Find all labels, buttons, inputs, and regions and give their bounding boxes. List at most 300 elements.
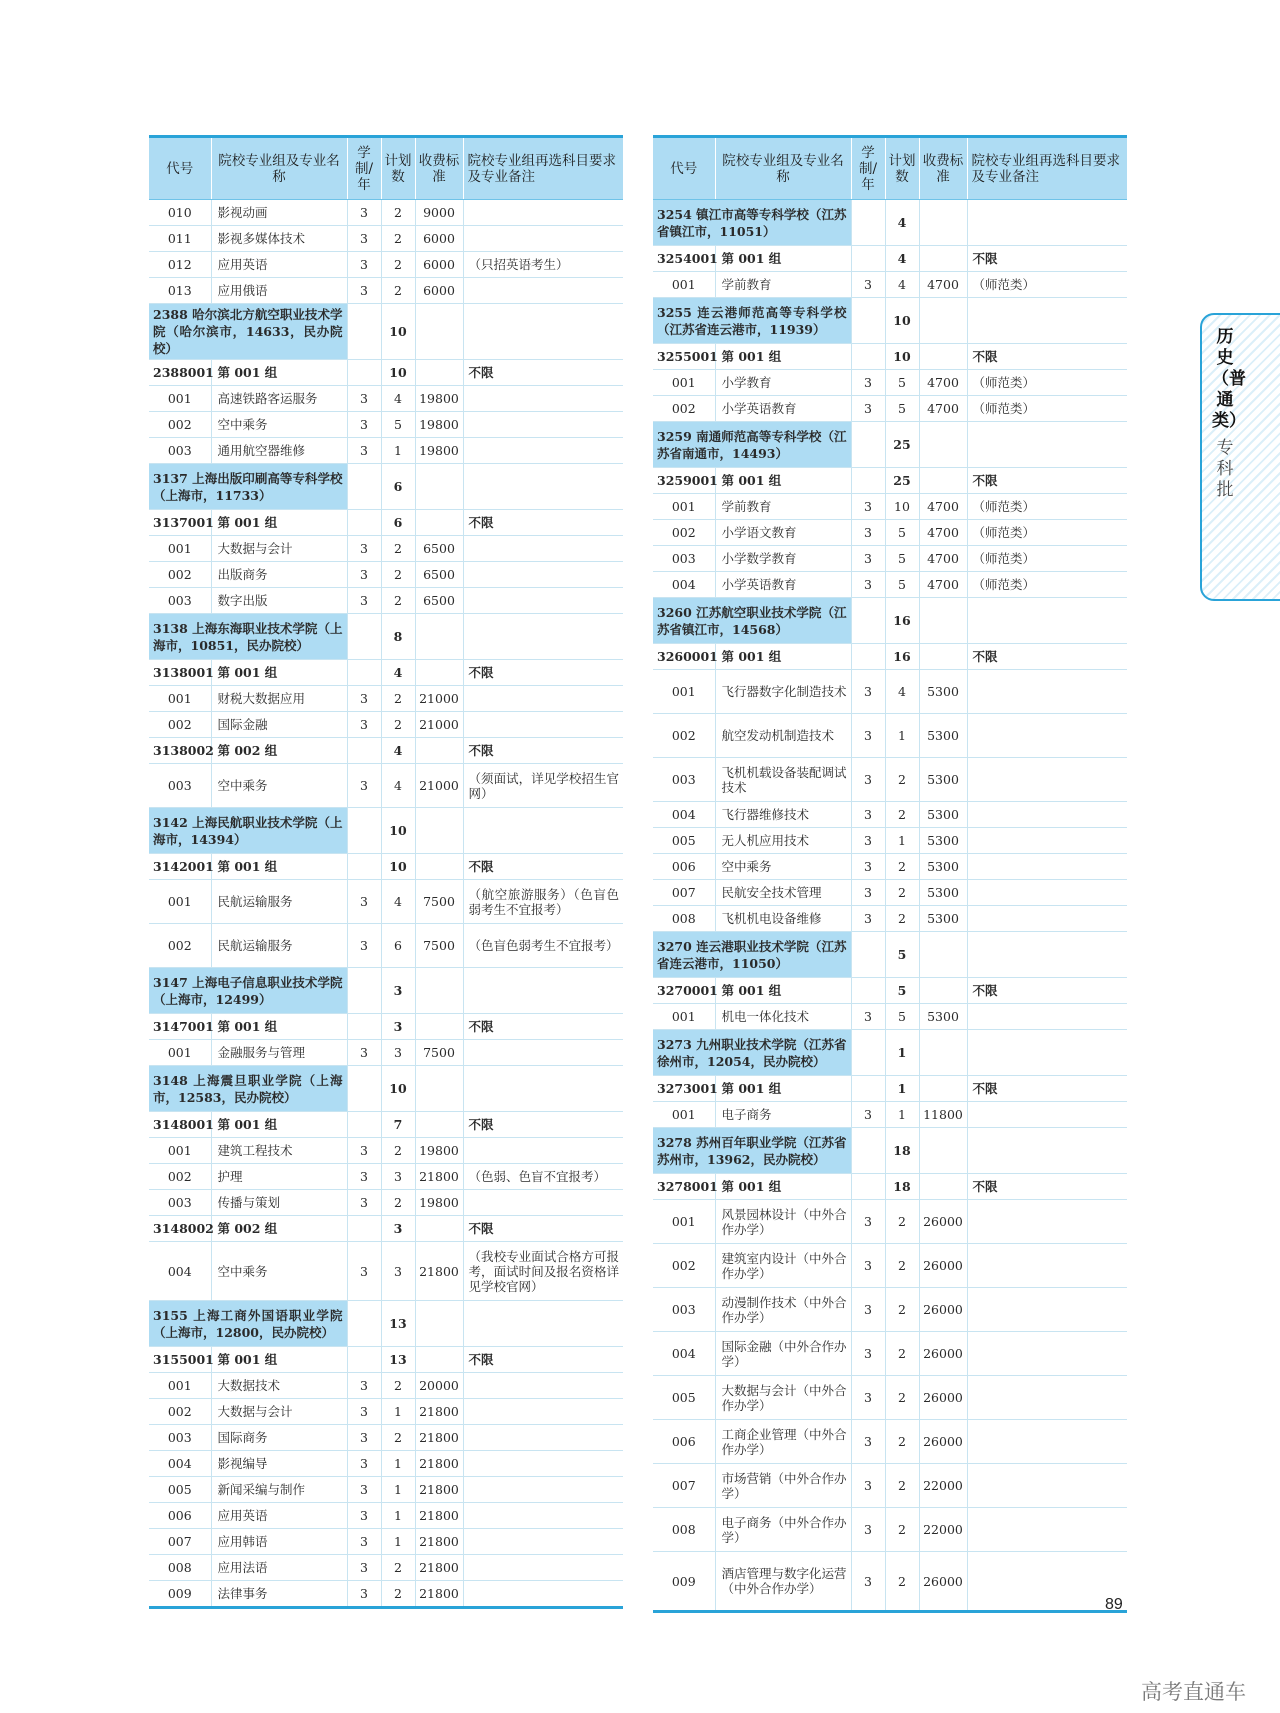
major-code: 007 [653, 1464, 715, 1508]
major-name: 影视动画 [211, 200, 347, 226]
major-code: 007 [149, 1529, 211, 1555]
school-name: 3270 连云港职业技术学院（江苏省连云港市，11050） [653, 932, 851, 978]
group-plan: 25 [885, 468, 919, 494]
major-plan: 3 [381, 1242, 415, 1301]
major-row [149, 1164, 623, 1190]
group-requirement: 不限 [967, 246, 1127, 272]
major-years: 3 [347, 1399, 381, 1425]
empty-cell [967, 932, 1127, 978]
school-plan: 1 [885, 1030, 919, 1076]
major-row [149, 1503, 623, 1529]
major-row [149, 1425, 623, 1451]
major-plan: 2 [381, 536, 415, 562]
school-row [653, 422, 1127, 468]
major-code: 001 [149, 686, 211, 712]
major-plan: 2 [885, 802, 919, 828]
major-code: 004 [653, 1332, 715, 1376]
major-fee: 5300 [919, 828, 967, 854]
major-fee: 7500 [415, 880, 463, 924]
major-note [967, 802, 1127, 828]
major-plan: 5 [381, 412, 415, 438]
major-note [967, 906, 1127, 932]
group-code: 3142001 [149, 854, 211, 880]
major-row [653, 1200, 1127, 1244]
major-row [149, 880, 623, 924]
major-plan: 2 [381, 686, 415, 712]
empty-cell [967, 598, 1127, 644]
major-code: 001 [653, 1102, 715, 1128]
major-row [653, 828, 1127, 854]
group-code: 3138001 [149, 660, 211, 686]
major-row [149, 924, 623, 968]
major-plan: 1 [885, 828, 919, 854]
major-code: 003 [149, 588, 211, 614]
major-years: 3 [851, 572, 885, 598]
group-row [149, 738, 623, 764]
major-name: 应用俄语 [211, 278, 347, 304]
school-plan: 16 [885, 598, 919, 644]
empty-cell [919, 298, 967, 344]
empty-cell [967, 298, 1127, 344]
major-name: 工商企业管理（中外合作办学） [715, 1420, 851, 1464]
major-plan: 1 [381, 1529, 415, 1555]
major-plan: 4 [885, 670, 919, 714]
major-plan: 5 [885, 572, 919, 598]
major-fee: 26000 [919, 1288, 967, 1332]
major-note [463, 386, 623, 412]
school-row [149, 808, 623, 854]
major-note [967, 1376, 1127, 1420]
major-years: 3 [851, 1200, 885, 1244]
group-plan: 4 [381, 738, 415, 764]
major-plan: 1 [381, 1399, 415, 1425]
major-fee: 4700 [919, 494, 967, 520]
empty-cell [919, 246, 967, 272]
major-code: 002 [149, 562, 211, 588]
header-notes: 院校专业组再选科目要求及专业备注 [463, 137, 623, 200]
major-name: 无人机应用技术 [715, 828, 851, 854]
major-plan: 3 [381, 1040, 415, 1066]
empty-cell [967, 200, 1127, 246]
major-name: 高速铁路客运服务 [211, 386, 347, 412]
group-requirement: 不限 [463, 1347, 623, 1373]
major-years: 3 [851, 494, 885, 520]
group-name: 第 001 组 [211, 510, 347, 536]
empty-cell [919, 598, 967, 644]
school-plan: 5 [885, 932, 919, 978]
major-row [653, 520, 1127, 546]
empty-cell [851, 422, 885, 468]
major-code: 007 [653, 880, 715, 906]
major-code: 005 [149, 1477, 211, 1503]
major-plan: 5 [885, 546, 919, 572]
major-code: 004 [149, 1451, 211, 1477]
school-plan: 4 [885, 200, 919, 246]
major-note [463, 1555, 623, 1581]
major-fee: 6500 [415, 562, 463, 588]
major-fee: 5300 [919, 1004, 967, 1030]
major-plan: 2 [885, 1244, 919, 1288]
major-fee: 21800 [415, 1555, 463, 1581]
empty-cell [347, 360, 381, 386]
major-row [653, 546, 1127, 572]
school-plan: 10 [381, 304, 415, 360]
empty-cell [463, 304, 623, 360]
major-row [149, 438, 623, 464]
major-fee: 21800 [415, 1242, 463, 1301]
major-years: 3 [347, 1503, 381, 1529]
major-fee: 4700 [919, 520, 967, 546]
major-note [463, 412, 623, 438]
empty-cell [919, 200, 967, 246]
major-years: 3 [347, 1451, 381, 1477]
major-row [653, 1464, 1127, 1508]
group-row [149, 1014, 623, 1040]
major-code: 013 [149, 278, 211, 304]
major-code: 001 [149, 1138, 211, 1164]
school-name: 3155 上海工商外国语职业学院（上海市，12800，民办院校） [149, 1301, 347, 1347]
empty-cell [347, 510, 381, 536]
major-note [463, 1581, 623, 1608]
major-note [967, 828, 1127, 854]
major-row [149, 588, 623, 614]
major-fee: 6000 [415, 278, 463, 304]
school-plan: 6 [381, 464, 415, 510]
empty-cell [851, 644, 885, 670]
major-code: 001 [653, 1004, 715, 1030]
major-code: 002 [653, 1244, 715, 1288]
major-fee: 5300 [919, 670, 967, 714]
major-row [149, 278, 623, 304]
group-code: 3137001 [149, 510, 211, 536]
major-plan: 4 [381, 386, 415, 412]
group-name: 第 001 组 [211, 1014, 347, 1040]
major-row [149, 226, 623, 252]
major-row [653, 396, 1127, 422]
major-years: 3 [347, 1425, 381, 1451]
table-header [149, 137, 623, 200]
major-fee: 4700 [919, 572, 967, 598]
group-name: 第 001 组 [715, 1076, 851, 1102]
major-plan: 2 [885, 1332, 919, 1376]
empty-cell [919, 1030, 967, 1076]
major-note [463, 1373, 623, 1399]
group-plan: 6 [381, 510, 415, 536]
major-name: 小学语文教育 [715, 520, 851, 546]
major-years: 3 [347, 588, 381, 614]
major-fee: 26000 [919, 1200, 967, 1244]
header-plan: 计划数 [381, 137, 415, 200]
group-code: 2388001 [149, 360, 211, 386]
major-fee: 21800 [415, 1503, 463, 1529]
school-row [653, 932, 1127, 978]
major-code: 001 [149, 536, 211, 562]
group-name: 第 002 组 [211, 1216, 347, 1242]
group-name: 第 001 组 [715, 344, 851, 370]
group-row [149, 510, 623, 536]
major-note [463, 1451, 623, 1477]
empty-cell [919, 422, 967, 468]
major-row [653, 906, 1127, 932]
major-name: 风景园林设计（中外合作办学） [715, 1200, 851, 1244]
major-name: 学前教育 [715, 272, 851, 298]
major-plan: 1 [885, 1102, 919, 1128]
major-plan: 2 [885, 758, 919, 802]
major-years: 3 [851, 906, 885, 932]
school-plan: 10 [885, 298, 919, 344]
major-code: 001 [653, 494, 715, 520]
school-name: 3259 南通师范高等专科学校（江苏省南通市，14493） [653, 422, 851, 468]
major-row [653, 714, 1127, 758]
major-years: 3 [347, 1138, 381, 1164]
major-code: 006 [149, 1503, 211, 1529]
major-note [463, 1138, 623, 1164]
major-plan: 2 [381, 200, 415, 226]
major-code: 002 [149, 1164, 211, 1190]
major-note [463, 562, 623, 588]
major-code: 002 [149, 924, 211, 968]
major-note: （师范类） [967, 370, 1127, 396]
major-note [463, 1425, 623, 1451]
major-row [653, 1004, 1127, 1030]
major-name: 学前教育 [715, 494, 851, 520]
major-code: 002 [653, 520, 715, 546]
group-name: 第 002 组 [211, 738, 347, 764]
major-plan: 2 [381, 1373, 415, 1399]
group-plan: 10 [381, 854, 415, 880]
major-years: 3 [851, 854, 885, 880]
empty-cell [463, 1301, 623, 1347]
group-name: 第 001 组 [211, 1112, 347, 1138]
header-years: 学制/年 [347, 137, 381, 200]
major-fee: 19800 [415, 438, 463, 464]
empty-cell [919, 644, 967, 670]
group-name: 第 001 组 [211, 854, 347, 880]
major-note: （师范类） [967, 272, 1127, 298]
empty-cell [347, 854, 381, 880]
group-plan: 5 [885, 978, 919, 1004]
empty-cell [967, 1128, 1127, 1174]
major-row [149, 1138, 623, 1164]
major-name: 小学英语教育 [715, 396, 851, 422]
empty-cell [415, 854, 463, 880]
group-code: 3254001 [653, 246, 715, 272]
major-note [967, 1508, 1127, 1552]
empty-cell [919, 1128, 967, 1174]
major-name: 飞行器数字化制造技术 [715, 670, 851, 714]
major-name: 新闻采编与制作 [211, 1477, 347, 1503]
major-row [149, 1242, 623, 1301]
group-requirement: 不限 [463, 660, 623, 686]
major-fee: 19800 [415, 386, 463, 412]
group-code: 3255001 [653, 344, 715, 370]
major-plan: 2 [885, 1552, 919, 1612]
group-row [653, 246, 1127, 272]
empty-cell [415, 1066, 463, 1112]
major-plan: 2 [885, 854, 919, 880]
major-code: 002 [149, 412, 211, 438]
major-note [463, 1503, 623, 1529]
major-row [149, 412, 623, 438]
school-name: 3255 连云港师范高等专科学校（江苏省连云港市，11939） [653, 298, 851, 344]
school-row [653, 1128, 1127, 1174]
empty-cell [851, 978, 885, 1004]
empty-cell [347, 1347, 381, 1373]
group-row [149, 660, 623, 686]
school-row [653, 598, 1127, 644]
major-note [463, 686, 623, 712]
empty-cell [463, 968, 623, 1014]
major-years: 3 [347, 686, 381, 712]
major-plan: 3 [381, 1164, 415, 1190]
group-row [653, 1076, 1127, 1102]
major-row [149, 712, 623, 738]
major-name: 数字出版 [211, 588, 347, 614]
major-note: （色盲色弱考生不宜报考） [463, 924, 623, 968]
table-body [149, 200, 623, 1608]
major-years: 3 [851, 1288, 885, 1332]
major-years: 3 [347, 1555, 381, 1581]
school-name: 3278 苏州百年职业学院（江苏省苏州市，13962，民办院校） [653, 1128, 851, 1174]
major-name: 小学英语教育 [715, 572, 851, 598]
major-name: 通用航空器维修 [211, 438, 347, 464]
major-years: 3 [851, 670, 885, 714]
group-requirement: 不限 [463, 854, 623, 880]
major-years: 3 [851, 546, 885, 572]
major-fee: 5300 [919, 906, 967, 932]
major-note: （师范类） [967, 546, 1127, 572]
major-years: 3 [851, 1376, 885, 1420]
major-fee: 9000 [415, 200, 463, 226]
major-fee: 7500 [415, 1040, 463, 1066]
empty-cell [967, 422, 1127, 468]
empty-cell [415, 464, 463, 510]
empty-cell [415, 360, 463, 386]
group-name: 第 001 组 [211, 1347, 347, 1373]
major-years: 3 [347, 1040, 381, 1066]
major-row [653, 494, 1127, 520]
group-plan: 3 [381, 1014, 415, 1040]
major-fee: 22000 [919, 1464, 967, 1508]
major-note [463, 1477, 623, 1503]
major-code: 004 [653, 572, 715, 598]
major-note [463, 438, 623, 464]
major-plan: 2 [885, 1420, 919, 1464]
major-fee: 26000 [919, 1552, 967, 1612]
major-note [967, 1244, 1127, 1288]
major-code: 003 [149, 764, 211, 808]
major-years: 3 [347, 1242, 381, 1301]
major-name: 民航运输服务 [211, 924, 347, 968]
major-fee: 26000 [919, 1376, 967, 1420]
major-name: 应用英语 [211, 252, 347, 278]
major-fee: 11800 [919, 1102, 967, 1128]
major-fee: 4700 [919, 546, 967, 572]
school-name: 2388 哈尔滨北方航空职业技术学院（哈尔滨市，14633，民办院校） [149, 304, 347, 360]
empty-cell [347, 738, 381, 764]
empty-cell [415, 1112, 463, 1138]
major-code: 001 [653, 1200, 715, 1244]
empty-cell [919, 344, 967, 370]
enrollment-table-left [149, 135, 623, 1609]
major-row [149, 1529, 623, 1555]
group-plan: 3 [381, 1216, 415, 1242]
major-code: 008 [653, 906, 715, 932]
empty-cell [415, 1347, 463, 1373]
major-note [463, 1190, 623, 1216]
major-row [653, 572, 1127, 598]
empty-cell [851, 246, 885, 272]
major-name: 应用法语 [211, 1555, 347, 1581]
major-row [149, 1477, 623, 1503]
major-fee: 6000 [415, 226, 463, 252]
group-code: 3148001 [149, 1112, 211, 1138]
major-code: 008 [149, 1555, 211, 1581]
group-row [653, 344, 1127, 370]
empty-cell [851, 932, 885, 978]
table-header [653, 137, 1127, 200]
major-code: 001 [149, 1373, 211, 1399]
major-years: 3 [347, 1190, 381, 1216]
school-row [149, 1301, 623, 1347]
major-row [653, 272, 1127, 298]
group-plan: 16 [885, 644, 919, 670]
group-requirement: 不限 [463, 1216, 623, 1242]
major-years: 3 [347, 712, 381, 738]
school-name: 3260 江苏航空职业技术学院（江苏省镇江市，14568） [653, 598, 851, 644]
major-row [149, 562, 623, 588]
major-note: （师范类） [967, 572, 1127, 598]
major-code: 009 [653, 1552, 715, 1612]
major-plan: 2 [381, 712, 415, 738]
school-name: 3142 上海民航职业技术学院（上海市，14394） [149, 808, 347, 854]
group-name: 第 001 组 [211, 660, 347, 686]
major-fee: 5300 [919, 802, 967, 828]
major-name: 酒店管理与数字化运营（中外合作办学） [715, 1552, 851, 1612]
group-code: 3259001 [653, 468, 715, 494]
empty-cell [415, 1216, 463, 1242]
major-note [463, 588, 623, 614]
major-years: 3 [851, 1102, 885, 1128]
major-plan: 2 [381, 562, 415, 588]
empty-cell [919, 1174, 967, 1200]
empty-cell [347, 1014, 381, 1040]
major-plan: 2 [885, 1376, 919, 1420]
school-row [653, 1030, 1127, 1076]
empty-cell [851, 200, 885, 246]
major-row [149, 386, 623, 412]
major-fee: 21000 [415, 686, 463, 712]
major-code: 002 [653, 396, 715, 422]
major-row [653, 1376, 1127, 1420]
school-plan: 18 [885, 1128, 919, 1174]
major-row [149, 1040, 623, 1066]
empty-cell [347, 1301, 381, 1347]
school-row [149, 464, 623, 510]
empty-cell [415, 808, 463, 854]
major-note [967, 1332, 1127, 1376]
empty-cell [415, 614, 463, 660]
major-code: 011 [149, 226, 211, 252]
empty-cell [415, 1301, 463, 1347]
major-name: 飞行器维修技术 [715, 802, 851, 828]
header-code: 代号 [149, 137, 211, 200]
major-years: 3 [347, 1164, 381, 1190]
major-name: 小学数学教育 [715, 546, 851, 572]
major-row [149, 252, 623, 278]
watermark-text: 高考直通车 [1141, 1680, 1246, 1704]
major-name: 小学教育 [715, 370, 851, 396]
